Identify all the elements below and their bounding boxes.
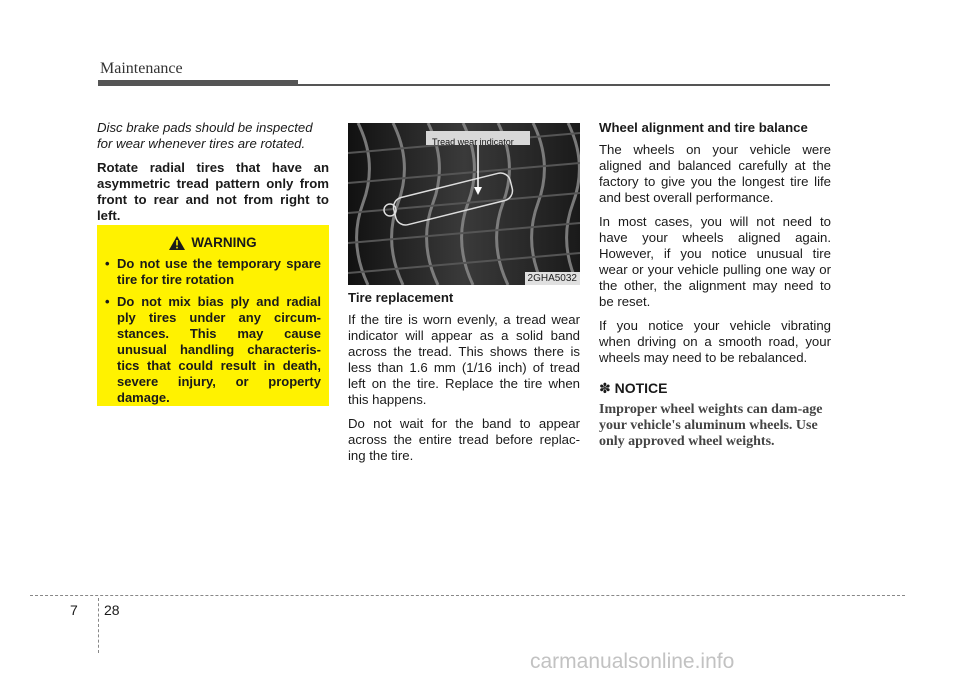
rotation-paragraph: Rotate radial tires that have an asymmetric tread pattern only from front to rear and not from right to left. [97,160,329,223]
header-bar-thick [98,80,298,86]
warning-title: WARNING [191,235,257,250]
wheel-alignment-para3: If you notice your vehicle vibrating when driving on a smooth road, your wheels may need to be rebalanced. [599,318,831,365]
wheel-alignment-para2: In most cases, you will not need to have your wheels aligned again. However, if you notice unusual tire wear or your vehicle pulling one way or the other, the alignment may need to be reset. [599,214,831,309]
column-right [599,120,831,450]
tire-tread-image [348,123,580,285]
notice-body: Improper wheel weights can dam-age your vehicle's aluminum wheels. Use only approved wheel weights. [599,402,823,449]
warning-triangle-icon [169,236,185,250]
section-title: Maintenance [100,60,183,77]
warning-item: • Do not mix bias ply and radial ply tires under any circum-stances. This may cause unusual handling characteris-tics that could result in death, severe injury, or property damage. [105,294,321,406]
column-middle [348,290,580,472]
chapter-number: 7 [70,602,78,618]
wheel-alignment-para1: The wheels on your vehicle were aligned and balanced carefully at the factory to give you the longest tire life and best overall performance. [599,142,831,205]
figure-label: Tread wear indicator [432,137,514,147]
warning-list [105,256,321,406]
wheel-alignment-heading: Wheel alignment and tire balance [599,120,808,135]
column-left [97,120,329,232]
footer-dashed-rule [30,595,905,596]
tire-replacement-para1: If the tire is worn evenly, a tread wear indicator will appear as a solid band across the tread. This shows there is less than 1.6 mm (1/16 inch) of tread left on the tire. Replace the tire when this happens. [348,312,580,407]
warning-box [97,225,329,406]
footer-dashed-vertical [98,598,99,653]
watermark: carmanualsonline.info [530,650,735,673]
warning-item: • Do not use the temporary spare tire for tire rotation [105,256,321,288]
tire-replacement-para2: Do not wait for the band to appear across the entire tread before replac-ing the tire. [348,416,580,463]
italic-note: Disc brake pads should be inspected for wear whenever tires are rotated. [97,120,313,151]
page-number: 28 [104,602,120,618]
warning-header [105,235,321,250]
tire-replacement-heading: Tire replacement [348,290,454,305]
figure-code: 2GHA5032 [525,272,580,285]
header-rule [298,84,830,86]
notice-heading: ✽ NOTICE [599,380,668,396]
